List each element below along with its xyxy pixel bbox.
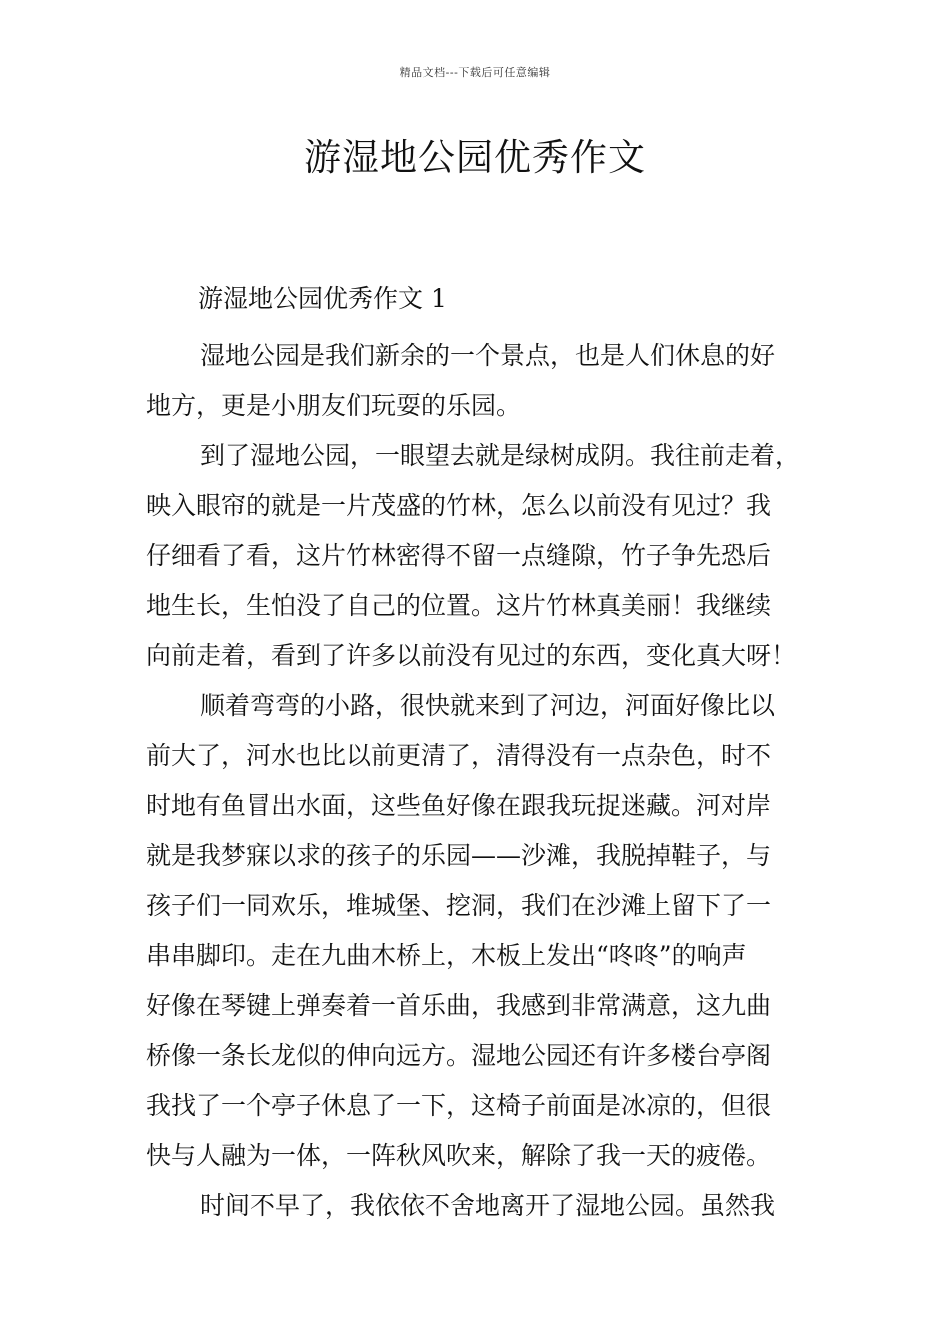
text-line: 串串脚印。走在九曲木桥上，木板上发出“咚咚”的响声 (146, 941, 747, 970)
text-line: 时地有鱼冒出水面，这些鱼好像在跟我玩捉迷藏。河对岸 (146, 791, 772, 820)
document-body (146, 281, 826, 1231)
section-heading: 游湿地公园优秀作文 1 (198, 284, 447, 313)
document-title: 游湿地公园优秀作文 (304, 136, 646, 179)
text-line: 湿地公园是我们新余的一个景点，也是人们休息的好 (200, 341, 776, 370)
text-line: 地生长，生怕没了自己的位置。这片竹林真美丽！我继续 (146, 591, 772, 620)
text-line: 时间不早了，我依依不舍地离开了湿地公园。虽然我 (200, 1191, 776, 1220)
text-line: 到了湿地公园，一眼望去就是绿树成阴。我往前走着， (200, 441, 801, 470)
paragraph-1 (146, 331, 826, 431)
text-line: 桥像一条长龙似的伸向远方。湿地公园还有许多楼台亭阁 (146, 1041, 772, 1070)
text-line: 就是我梦寐以求的孩子的乐园——沙滩，我脱掉鞋子，与 (146, 841, 772, 870)
text-line: 仔细看了看，这片竹林密得不留一点缝隙，竹子争先恐后 (146, 541, 772, 570)
text-line: 我找了一个亭子休息了一下，这椅子前面是冰凉的，但很 (146, 1091, 772, 1120)
text-line: 快与人融为一体，一阵秋风吹来，解除了我一天的疲倦。 (146, 1141, 772, 1170)
text-line: 顺着弯弯的小路，很快就来到了河边，河面好像比以 (200, 691, 776, 720)
text-line: 地方，更是小朋友们玩耍的乐园。 (146, 391, 522, 420)
text-line: 前大了，河水也比以前更清了，清得没有一点杂色，时不 (146, 741, 772, 770)
text-line: 映入眼帘的就是一片茂盛的竹林，怎么以前没有见过？我 (146, 491, 772, 520)
header-note: 精品文档---下载后可任意编辑 (399, 66, 551, 79)
text-line: 孩子们一同欢乐，堆城堡、挖洞，我们在沙滩上留下了一 (146, 891, 772, 920)
paragraph-4 (146, 1181, 826, 1231)
paragraph-2 (146, 431, 826, 681)
text-line: 好像在琴键上弹奏着一首乐曲，我感到非常满意，这九曲 (146, 991, 772, 1020)
text-line: 向前走着，看到了许多以前没有见过的东西，变化真大呀！ (146, 641, 797, 670)
paragraph-3 (146, 681, 826, 1181)
